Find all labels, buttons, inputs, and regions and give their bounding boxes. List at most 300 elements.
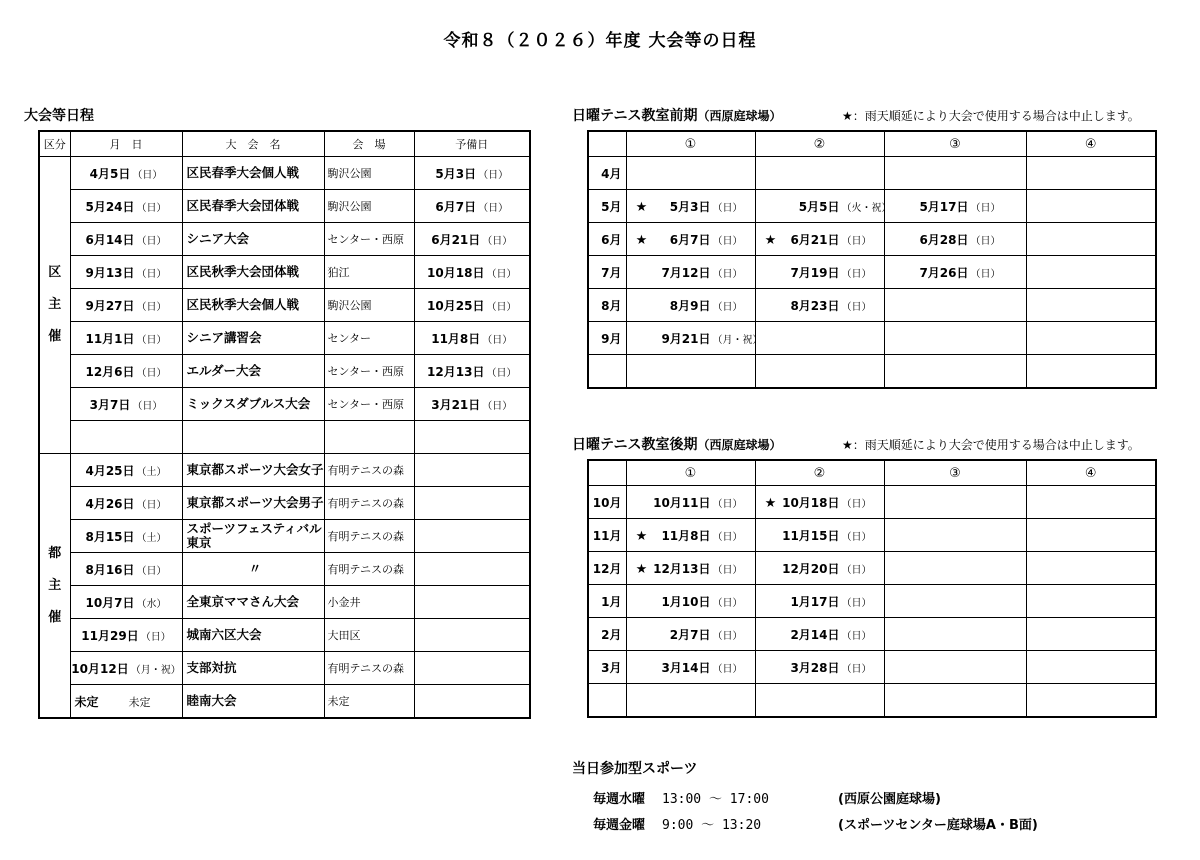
month-label: 2月 [588, 618, 626, 651]
lesson-weekday: （火・祝） [841, 202, 892, 214]
lesson-weekday: （日） [841, 597, 872, 609]
event-date-value: 11月1日 [85, 331, 135, 346]
lesson-date: 6月7日 [669, 232, 711, 247]
first-term-title-text: 日曜テニス教室前期 [572, 108, 698, 124]
table-row [39, 685, 530, 719]
event-venue: センター・西原 [324, 223, 414, 256]
event-reserve [414, 190, 530, 223]
event-reserve-value: 6月21日 [431, 232, 481, 247]
event-date-weekday: （土） [136, 466, 167, 478]
first-header-4: ④ [1026, 131, 1156, 157]
event-date-value: 4月5日 [89, 166, 131, 181]
star-icon: ★ [635, 232, 648, 248]
table-row [39, 322, 530, 355]
lesson-date: 5月3日 [669, 199, 711, 214]
table-row [39, 619, 530, 652]
lesson-cell-1 [626, 486, 755, 519]
table-row [39, 223, 530, 256]
event-reserve-weekday: （日） [478, 169, 509, 181]
lesson-date: 9月21日 [661, 331, 711, 346]
lesson-date: 12月13日 [653, 561, 711, 576]
event-date [70, 619, 182, 652]
event-venue: 有明テニスの森 [324, 520, 414, 553]
event-date [70, 586, 182, 619]
lesson-cell-4 [1026, 486, 1156, 519]
event-venue: 大田区 [324, 619, 414, 652]
lesson-date: 10月18日 [782, 495, 840, 510]
event-date-value: 未定 [74, 694, 99, 709]
event-reserve [414, 355, 530, 388]
lesson-cell-1 [626, 190, 755, 223]
lesson-cell-4 [1026, 618, 1156, 651]
lesson-weekday: （日） [712, 498, 743, 510]
first-header-1: ① [626, 131, 755, 157]
first-term-note: ★：雨天順延により大会で使用する場合は中止します。 [842, 109, 1140, 123]
event-date-value: 9月27日 [85, 298, 135, 313]
lesson-date: 6月21日 [790, 232, 840, 247]
event-name: 区民春季大会団体戦 [182, 190, 324, 223]
event-date-weekday: （日） [136, 202, 167, 214]
lesson-cell-2 [755, 157, 884, 190]
lesson-cell-3 [884, 256, 1026, 289]
lesson-date: 12月20日 [782, 561, 840, 576]
lesson-cell-2 [755, 486, 884, 519]
lesson-date: 7月26日 [919, 265, 969, 280]
table-row [39, 157, 530, 190]
event-name: シニア講習会 [182, 322, 324, 355]
event-reserve-weekday: （日） [482, 334, 513, 346]
event-date-weekday: （日） [132, 169, 163, 181]
event-date [70, 388, 182, 421]
event-date-value: 9月13日 [85, 265, 135, 280]
empty-cell [324, 421, 414, 454]
event-date-value: 5月24日 [85, 199, 135, 214]
lesson-date: 11月15日 [782, 528, 840, 543]
event-reserve-weekday: （日） [486, 367, 517, 379]
event-venue: センター・西原 [324, 388, 414, 421]
empty-cell [588, 355, 626, 389]
event-reserve [414, 652, 530, 685]
month-label: 12月 [588, 552, 626, 585]
lesson-date: 8月23日 [790, 298, 840, 313]
second-term-title-text: 日曜テニス教室後期 [572, 437, 698, 453]
lesson-cell-3 [884, 552, 1026, 585]
lesson-weekday: （日） [712, 301, 743, 313]
lesson-date: 1月17日 [790, 594, 840, 609]
event-date-value: 6月14日 [85, 232, 135, 247]
table-row [39, 256, 530, 289]
event-date [70, 487, 182, 520]
lesson-weekday: （日） [841, 564, 872, 576]
table-row [588, 157, 1156, 190]
event-venue: 小金井 [324, 586, 414, 619]
lesson-cell-1 [626, 223, 755, 256]
lesson-cell-2 [755, 651, 884, 684]
first-header-2: ② [755, 131, 884, 157]
ward-group-text: 区主催 [48, 265, 62, 344]
table-row-empty [588, 355, 1156, 389]
lesson-cell-2 [755, 190, 892, 223]
lesson-weekday: （日） [712, 531, 743, 543]
event-date-weekday: （日） [140, 631, 171, 643]
table-row [588, 223, 1156, 256]
event-reserve-value: 3月21日 [431, 397, 481, 412]
lesson-date: 11月8日 [661, 528, 711, 543]
lesson-cell-1 [626, 256, 755, 289]
event-date [70, 256, 182, 289]
second-term-place: （西原庭球場） [697, 438, 782, 452]
lesson-date: 6月28日 [919, 232, 969, 247]
empty-cell [755, 684, 884, 718]
lesson-date: 2月7日 [669, 627, 711, 642]
lesson-date: 7月12日 [661, 265, 711, 280]
lesson-cell-1 [626, 552, 755, 585]
month-label: 9月 [588, 322, 626, 355]
event-date-weekday: （日） [136, 301, 167, 313]
event-date [70, 223, 182, 256]
table-row-empty [588, 684, 1156, 718]
event-date [70, 355, 182, 388]
drop-in-day-1: 毎週金曜 [593, 818, 646, 833]
table-row-empty [39, 421, 530, 454]
lesson-cell-3 [884, 651, 1026, 684]
header-kubun: 区分 [39, 131, 70, 157]
event-date-weekday: （月・祝） [130, 664, 181, 676]
page-title: 令和８（２０２６）年度 大会等の日程 [443, 31, 757, 51]
lesson-weekday: （日） [712, 630, 743, 642]
table-row [39, 487, 530, 520]
lesson-cell-3 [884, 289, 1026, 322]
event-reserve-weekday: （日） [486, 268, 517, 280]
second-term-table [587, 459, 1157, 718]
event-name: 区民秋季大会団体戦 [182, 256, 324, 289]
lesson-date: 3月28日 [790, 660, 840, 675]
lesson-cell-4 [1026, 322, 1156, 355]
event-reserve-value: 10月18日 [427, 265, 485, 280]
event-reserve-weekday: （日） [482, 400, 513, 412]
event-name: シニア大会 [182, 223, 324, 256]
event-name: 東京都スポーツ大会男子 [182, 487, 324, 520]
lesson-weekday: （月・祝） [712, 334, 763, 346]
lesson-weekday: （日） [841, 663, 872, 675]
table-row [588, 585, 1156, 618]
empty-cell [626, 684, 755, 718]
ward-group-label [39, 157, 70, 454]
lesson-date: 5月17日 [919, 199, 969, 214]
event-reserve [414, 289, 530, 322]
lesson-cell-4 [1026, 223, 1156, 256]
event-reserve-weekday: （日） [486, 301, 517, 313]
lesson-date: 8月9日 [669, 298, 711, 313]
event-date-value: 4月26日 [85, 496, 135, 511]
lesson-weekday: （日） [841, 531, 872, 543]
event-date-weekday: （日） [136, 367, 167, 379]
star-icon: ★ [764, 232, 777, 248]
empty-cell [414, 421, 530, 454]
event-name: 支部対抗 [182, 652, 324, 685]
event-date-weekday: 未定 [128, 695, 151, 709]
lesson-cell-2 [755, 552, 884, 585]
event-date-value: 12月6日 [85, 364, 135, 379]
event-date-weekday: （土） [136, 532, 167, 544]
lesson-cell-3 [884, 618, 1026, 651]
lesson-date: 7月19日 [790, 265, 840, 280]
event-venue: 狛江 [324, 256, 414, 289]
lesson-weekday: （日） [712, 202, 743, 214]
lesson-cell-2 [755, 618, 884, 651]
event-venue: センター [324, 322, 414, 355]
event-name: スポーツフェスティバル東京 [182, 520, 324, 553]
event-venue: 駒沢公園 [324, 157, 414, 190]
event-date-weekday: （日） [136, 235, 167, 247]
event-reserve-value: 11月8日 [431, 331, 481, 346]
event-reserve [414, 586, 530, 619]
lesson-cell-4 [1026, 289, 1156, 322]
star-icon: ★ [635, 199, 648, 215]
table-row [39, 454, 530, 487]
event-date [70, 553, 182, 586]
lesson-weekday: （日） [841, 630, 872, 642]
lesson-cell-4 [1026, 190, 1156, 223]
table-row [39, 190, 530, 223]
event-date-weekday: （日） [132, 400, 163, 412]
event-date [70, 652, 182, 685]
event-name: 全東京ママさん大会 [182, 586, 324, 619]
month-label: 10月 [588, 486, 626, 519]
event-date [70, 454, 182, 487]
lesson-cell-4 [1026, 552, 1156, 585]
event-name: 城南六区大会 [182, 619, 324, 652]
event-date [70, 520, 182, 553]
event-reserve-weekday: （日） [478, 202, 509, 214]
first-term-title [572, 105, 781, 125]
event-reserve-value: 5月3日 [435, 166, 477, 181]
event-date-weekday: （日） [136, 334, 167, 346]
event-reserve [414, 157, 530, 190]
header-date: 月 日 [70, 131, 182, 157]
lesson-date: 1月10日 [661, 594, 711, 609]
drop-in-title: 当日参加型スポーツ [572, 761, 698, 777]
event-venue: 有明テニスの森 [324, 487, 414, 520]
lesson-weekday: （日） [841, 235, 872, 247]
event-date-value: 11月29日 [81, 628, 139, 643]
second-term-title [572, 434, 781, 454]
event-name: 区民春季大会個人戦 [182, 157, 324, 190]
table-row [39, 355, 530, 388]
event-name: 区民秋季大会個人戦 [182, 289, 324, 322]
drop-in-day-0: 毎週水曜 [593, 792, 646, 807]
event-reserve [414, 553, 530, 586]
month-label: 3月 [588, 651, 626, 684]
lesson-cell-1 [626, 289, 755, 322]
event-reserve [414, 454, 530, 487]
lesson-cell-2 [755, 322, 884, 355]
event-reserve [414, 520, 530, 553]
lesson-cell-1 [626, 585, 755, 618]
lesson-cell-4 [1026, 651, 1156, 684]
event-reserve-value: 10月25日 [427, 298, 485, 313]
event-name: 〃 [182, 553, 324, 586]
table-row [588, 322, 1156, 355]
lesson-cell-2 [755, 223, 884, 256]
lesson-weekday: （日） [970, 202, 1001, 214]
lesson-weekday: （日） [712, 564, 743, 576]
event-reserve [414, 685, 530, 719]
table-row [588, 486, 1156, 519]
lesson-weekday: （日） [841, 301, 872, 313]
table-row [588, 256, 1156, 289]
lesson-weekday: （日） [712, 597, 743, 609]
event-date-value: 3月7日 [89, 397, 131, 412]
first-header-3: ③ [884, 131, 1026, 157]
event-date [70, 157, 182, 190]
table-row [39, 289, 530, 322]
lesson-date: 2月14日 [790, 627, 840, 642]
event-date-value: 10月12日 [71, 661, 129, 676]
events-table [38, 130, 531, 719]
second-header-1: ① [626, 460, 755, 486]
lesson-cell-3 [884, 223, 1026, 256]
lesson-weekday: （日） [970, 235, 1001, 247]
event-name: 睦南大会 [182, 685, 324, 719]
star-icon: ★ [635, 528, 648, 544]
event-venue: 駒沢公園 [324, 289, 414, 322]
empty-cell [755, 355, 884, 389]
first-term-place: （西原庭球場） [697, 109, 782, 123]
header-event-name: 大 会 名 [182, 131, 324, 157]
event-reserve-weekday: （日） [482, 235, 513, 247]
event-venue: 駒沢公園 [324, 190, 414, 223]
lesson-cell-1 [626, 157, 755, 190]
event-reserve [414, 619, 530, 652]
star-icon: ★ [635, 561, 648, 577]
second-header-2: ② [755, 460, 884, 486]
lesson-weekday: （日） [712, 268, 743, 280]
empty-cell [1026, 355, 1156, 389]
table-row [588, 651, 1156, 684]
event-date [70, 685, 182, 719]
lesson-weekday: （日） [712, 235, 743, 247]
lesson-cell-3 [884, 519, 1026, 552]
table-row [588, 289, 1156, 322]
lesson-cell-1 [626, 322, 763, 355]
event-date-weekday: （日） [136, 499, 167, 511]
event-name: ミックスダブルス大会 [182, 388, 324, 421]
lesson-cell-3 [884, 157, 1026, 190]
event-reserve [414, 322, 530, 355]
second-term-note: ★：雨天順延により大会で使用する場合は中止します。 [842, 438, 1140, 452]
table-row [588, 190, 1156, 223]
event-venue: 有明テニスの森 [324, 652, 414, 685]
empty-cell [70, 421, 182, 454]
first-term-table [587, 130, 1157, 389]
event-reserve [414, 256, 530, 289]
month-label: 8月 [588, 289, 626, 322]
event-name: 東京都スポーツ大会女子 [182, 454, 324, 487]
lesson-weekday: （日） [712, 663, 743, 675]
lesson-cell-1 [626, 618, 755, 651]
lesson-cell-2 [755, 585, 884, 618]
month-label: 11月 [588, 519, 626, 552]
lesson-cell-4 [1026, 157, 1156, 190]
metro-group-label [39, 454, 70, 719]
empty-cell [884, 355, 1026, 389]
table-row [39, 520, 530, 553]
event-date [70, 190, 182, 223]
header-venue: 会 場 [324, 131, 414, 157]
event-date-weekday: （水） [136, 598, 167, 610]
lesson-cell-1 [626, 519, 755, 552]
empty-cell [182, 421, 324, 454]
month-label: 7月 [588, 256, 626, 289]
event-name: エルダー大会 [182, 355, 324, 388]
lesson-cell-4 [1026, 256, 1156, 289]
lesson-cell-4 [1026, 519, 1156, 552]
month-label: 5月 [588, 190, 626, 223]
table-row [588, 618, 1156, 651]
drop-in-time-1: 9:00 ～ 13:20 [662, 818, 762, 833]
event-reserve-value: 6月7日 [435, 199, 477, 214]
month-label: 4月 [588, 157, 626, 190]
lesson-cell-1 [626, 651, 755, 684]
drop-in-place-1: (スポーツセンター庭球場A・B面) [838, 818, 1038, 833]
header-reserve: 予備日 [414, 131, 530, 157]
event-venue: 有明テニスの森 [324, 553, 414, 586]
event-date [70, 289, 182, 322]
lesson-cell-3 [884, 190, 1026, 223]
drop-in-time-0: 13:00 ～ 17:00 [662, 792, 769, 807]
lesson-weekday: （日） [970, 268, 1001, 280]
second-header-3: ③ [884, 460, 1026, 486]
lesson-date: 10月11日 [653, 495, 711, 510]
table-row [39, 586, 530, 619]
lesson-weekday: （日） [841, 498, 872, 510]
star-icon: ★ [764, 495, 777, 511]
metro-group-text: 都主催 [48, 545, 62, 625]
table-row [39, 652, 530, 685]
lesson-date: 5月5日 [798, 199, 840, 214]
event-date-value: 8月15日 [85, 529, 135, 544]
event-date [70, 322, 182, 355]
event-reserve-value: 12月13日 [427, 364, 485, 379]
table-row [588, 552, 1156, 585]
event-reserve [414, 223, 530, 256]
event-venue: 有明テニスの森 [324, 454, 414, 487]
event-date-weekday: （日） [136, 565, 167, 577]
drop-in-place-0: (西原公園庭球場) [838, 792, 941, 807]
empty-cell [588, 684, 626, 718]
month-label: 1月 [588, 585, 626, 618]
lesson-cell-4 [1026, 585, 1156, 618]
lesson-cell-3 [884, 322, 1026, 355]
month-label: 6月 [588, 223, 626, 256]
event-venue: センター・西原 [324, 355, 414, 388]
event-reserve [414, 487, 530, 520]
empty-cell [1026, 684, 1156, 718]
event-date-value: 10月7日 [85, 595, 135, 610]
event-date-value: 4月25日 [85, 463, 135, 478]
lesson-weekday: （日） [841, 268, 872, 280]
empty-cell [626, 355, 755, 389]
lesson-cell-3 [884, 585, 1026, 618]
lesson-cell-3 [884, 486, 1026, 519]
lesson-cell-2 [755, 289, 884, 322]
table-row [39, 553, 530, 586]
events-section-title: 大会等日程 [24, 108, 94, 124]
event-venue: 未定 [324, 685, 414, 719]
table-row [588, 519, 1156, 552]
second-header-4: ④ [1026, 460, 1156, 486]
